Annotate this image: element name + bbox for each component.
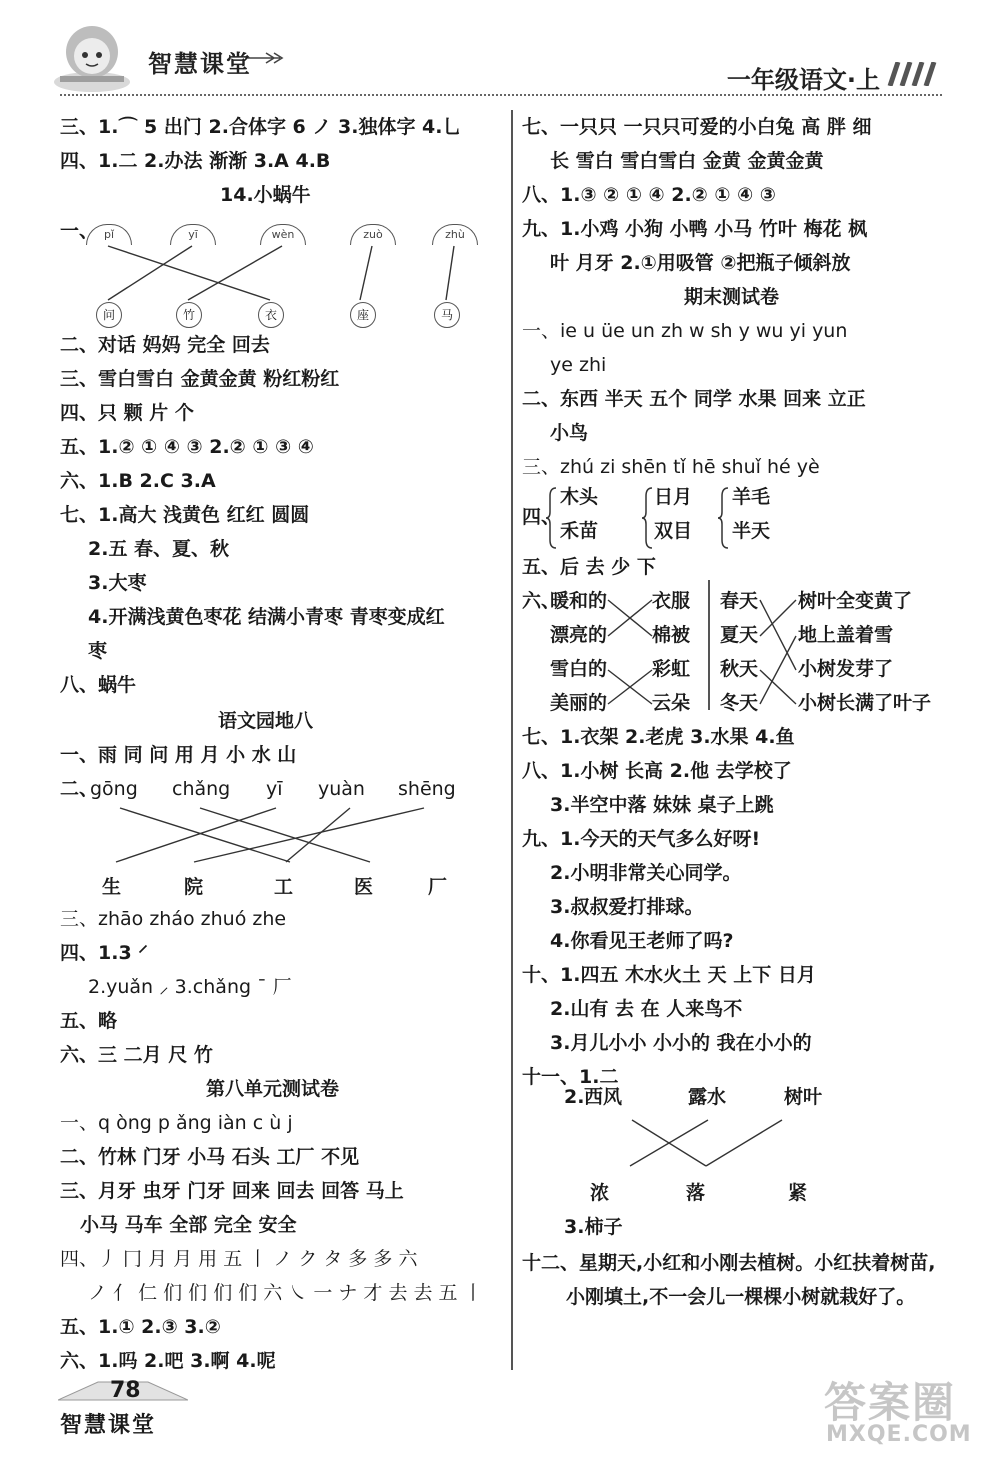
match-item: 树叶全变黄了 [798, 590, 913, 612]
answer-line: 3.大枣 [88, 572, 147, 594]
answer-label: 四、 [522, 506, 561, 528]
pinyin-bubble: wèn [260, 224, 306, 245]
answer-line: 四、1.二 2.办法 渐渐 3.A 4.B [60, 150, 331, 172]
answer-label: 二、 [60, 778, 99, 800]
word-item: 半天 [732, 520, 771, 542]
answer-line: ye zhi [550, 354, 607, 376]
answer-line: 九、1.今天的天气多么好呀! [522, 828, 761, 850]
arrow-icon [248, 52, 288, 64]
answer-line: 四、只 颗 片 个 [60, 402, 194, 424]
matching-lines [758, 586, 798, 718]
word-item: 浓 [590, 1182, 610, 1204]
answer-line: ノ 亻 仁 们 们 们 们 六 ㇏ 一 ナ 才 去 去 五 丨 [88, 1282, 483, 1304]
match-item: 美丽的 [550, 692, 608, 714]
answer-line: 九、1.小鸡 小狗 小鸭 小马 竹叶 梅花 枫 [522, 218, 868, 240]
watermark-url: MXQE.COM [826, 1422, 972, 1447]
char-item: 生 [102, 876, 122, 898]
char-item: 厂 [428, 876, 448, 898]
watermark-logo [822, 1370, 972, 1452]
answer-line: 七、一只只 一只只可爱的小白兔 高 胖 细 [522, 116, 872, 138]
pinyin-item: chǎng [172, 778, 231, 800]
subject-label: 一年级语文·上 [726, 66, 880, 94]
pinyin-item: gōng [90, 778, 138, 800]
header-divider [60, 94, 942, 96]
section-title: 期末测试卷 [684, 286, 780, 308]
answer-line: 3.叔叔爱打排球。 [550, 896, 704, 918]
matching-lines [60, 806, 498, 866]
answer-line: 长 雪白 雪白雪白 金黄 金黄金黄 [550, 150, 824, 172]
pinyin-bubble: zhù [432, 224, 478, 245]
answer-line: 六、1.B 2.C 3.A [60, 470, 216, 492]
word-item: 禾苗 [560, 520, 599, 542]
char-item: 工 [274, 876, 294, 898]
answer-line: 八、蜗牛 [60, 674, 137, 696]
char-circle: 问 [96, 302, 122, 328]
footer-brand: 智慧课堂 [60, 1413, 157, 1438]
char-item: 院 [184, 876, 204, 898]
match-item: 衣服 [652, 590, 691, 612]
char-circle: 马 [434, 302, 460, 328]
answer-line: 一、q òng p ǎng iàn c ù j [60, 1112, 293, 1134]
pinyin-item: yuàn [318, 778, 365, 800]
match-item: 小树发芽了 [798, 658, 894, 680]
answer-line: 四、1.3 ⸍ [60, 942, 148, 964]
word-item: 双目 [654, 520, 693, 542]
match-item: 地上盖着雪 [798, 624, 894, 646]
word-item: 紧 [788, 1182, 808, 1204]
answer-line: 一、雨 同 问 用 月 小 水 山 [60, 744, 297, 766]
match-item: 漂亮的 [550, 624, 608, 646]
match-item: 夏天 [720, 624, 759, 646]
answer-line: 三、zhú zi shēn tǐ hē shuǐ hé yè [522, 456, 820, 478]
answer-line: 3.月儿小小 小小的 我在小小的 [550, 1032, 812, 1054]
word-item: 露水 [688, 1086, 727, 1108]
page-number: 78 [110, 1378, 141, 1403]
answer-line: 一、ie u üe un zh w sh y wu yi yun [522, 320, 848, 342]
answer-line: 十二、星期天,小红和小刚去植树。小红扶着树苗, [522, 1252, 936, 1274]
answer-line: 二、竹林 门牙 小马 石头 工厂 不见 [60, 1146, 360, 1168]
answer-line: 四、丿 冂 月 月 用 五 丨 ノ ク タ 多 多 六 [60, 1248, 418, 1270]
match-item: 小树长满了叶子 [798, 692, 932, 714]
section-title: 语文园地八 [218, 710, 314, 732]
answer-line: 六、1.吗 2.吧 3.啊 4.呢 [60, 1350, 276, 1372]
page-header [0, 0, 1000, 100]
brand-title: 智慧课堂 [148, 50, 252, 78]
word-item: 树叶 [784, 1086, 823, 1108]
answer-line: 三、月牙 虫牙 门牙 回来 回去 回答 马上 [60, 1180, 404, 1202]
watermark-text: 答案圈 [824, 1378, 957, 1427]
match-item: 棉被 [652, 624, 691, 646]
answer-line: 十一、1.二 [522, 1066, 619, 1088]
char-item: 医 [354, 876, 374, 898]
answer-line: 七、1.衣架 2.老虎 3.水果 4.鱼 [522, 726, 795, 748]
answer-line: 五、1.② ① ④ ③ 2.② ① ③ ④ [60, 436, 314, 458]
answer-line: 小鸟 [550, 422, 589, 444]
word-item: 羊毛 [732, 486, 771, 508]
column-divider [511, 110, 513, 1370]
word-item: 日月 [654, 486, 693, 508]
word-item: 木头 [560, 486, 599, 508]
answer-line: 二、对话 妈妈 完全 回去 [60, 334, 270, 356]
match-item: 暖和的 [550, 590, 608, 612]
char-circle: 衣 [258, 302, 284, 328]
pinyin-bubble: yī [170, 224, 216, 245]
section-title: 14.小蜗牛 [220, 184, 311, 206]
answer-line: 八、1.小树 长高 2.他 去学校了 [522, 760, 792, 782]
match-item: 彩虹 [652, 658, 691, 680]
char-circle: 竹 [176, 302, 202, 328]
answer-line: 2.山有 去 在 人来鸟不 [550, 998, 743, 1020]
answer-line: 六、三 二月 尺 竹 [60, 1044, 213, 1066]
answer-line: 2.小明非常关心同学。 [550, 862, 742, 884]
pinyin-bubble: zuò [350, 224, 396, 245]
answer-line: 二、东西 半天 五个 同学 水果 回来 立正 [522, 388, 866, 410]
char-circle: 座 [350, 302, 376, 328]
answer-line: 八、1.③ ② ① ④ 2.② ① ④ ③ [522, 184, 776, 206]
section-title: 第八单元测试卷 [206, 1078, 340, 1100]
word-item: 西风 [584, 1086, 623, 1108]
answer-line: 小刚填土,不一会儿一棵棵小树就栽好了。 [566, 1286, 916, 1308]
answer-line: 三、雪白雪白 金黄金黄 粉红粉红 [60, 368, 340, 390]
answer-line: 枣 [88, 640, 108, 662]
answer-line: 五、后 去 少 下 [522, 556, 656, 578]
answer-line: 4.开满浅黄色枣花 结满小青枣 青枣变成红 [88, 606, 445, 628]
answer-line: 三、zhāo zháo zhuó zhe [60, 908, 287, 930]
match-item: 冬天 [720, 692, 759, 714]
matching-lines [60, 244, 498, 304]
match-divider [708, 580, 710, 710]
answer-label: 2. [564, 1086, 585, 1108]
answer-line: 叶 月牙 2.①用吸管 ②把瓶子倾斜放 [550, 252, 851, 274]
answer-line: 3.半空中落 妹妹 桌子上跳 [550, 794, 774, 816]
matching-lines [606, 586, 660, 718]
stripes-decoration-icon [882, 62, 942, 86]
answer-line: 三、1.⌒ 5 出门 2.合体字 6 ノ 3.独体字 4.乚 [60, 116, 462, 138]
answer-line: 五、1.① 2.③ 3.② [60, 1316, 221, 1338]
match-item: 雪白的 [550, 658, 608, 680]
matching-lines [582, 1116, 822, 1172]
answer-line: 七、1.高大 浅黄色 红红 圆圆 [60, 504, 310, 526]
answer-line: 十、1.四五 木水火土 天 上下 日月 [522, 964, 816, 986]
pinyin-bubble: pǐ [86, 224, 132, 245]
pinyin-item: yī [266, 778, 283, 800]
answer-line: 五、略 [60, 1010, 118, 1032]
match-item: 云朵 [652, 692, 691, 714]
answer-label: 一、 [60, 220, 99, 242]
match-item: 春天 [720, 590, 759, 612]
pinyin-item: shēng [398, 778, 456, 800]
answer-line: 小马 马车 全部 完全 安全 [80, 1214, 297, 1236]
mascot-icon [52, 18, 132, 96]
word-item: 落 [686, 1182, 706, 1204]
answer-line: 4.你看见王老师了吗? [550, 930, 734, 952]
match-item: 秋天 [720, 658, 759, 680]
answer-label: 六、 [522, 590, 561, 612]
answer-line: 2.五 春、夏、秋 [88, 538, 230, 560]
answer-line: 2.yuǎn ⸝ 3.chǎng ˉ 厂 [88, 976, 292, 998]
answer-line: 3.柿子 [564, 1216, 623, 1238]
